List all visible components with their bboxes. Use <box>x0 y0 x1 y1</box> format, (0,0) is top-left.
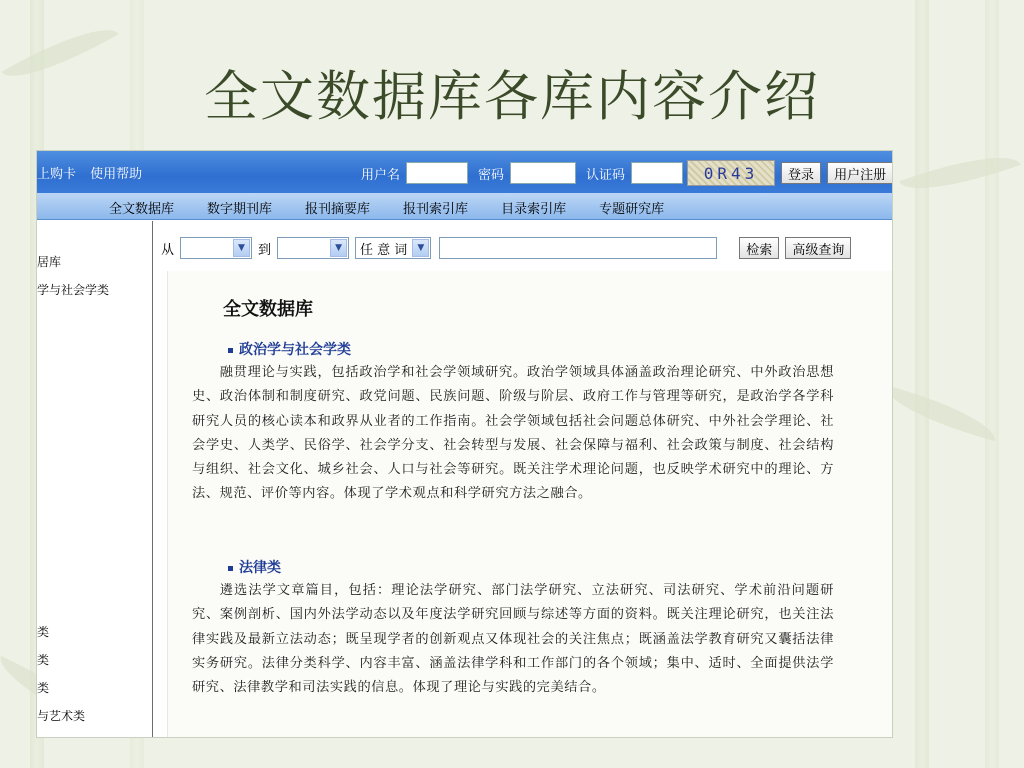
bullet-icon <box>228 348 233 353</box>
tab-index-db[interactable]: 报刊索引库 <box>403 202 469 217</box>
section-text-law: 遴选法学文章篇目，包括：理论法学研究、部门法学研究、立法研究、司法研究、学术前沿问题研究、案例剖析、国内外法学动态以及年度法学研究回顾与综述等方面的资料。既关注理论研究，也关注法律实践及最新立法动态；既呈现学者的创新观点又体现社会的关注焦点；既涵盖法学教育研究又囊括法律实务研究。法律分类科学、内容丰富、涵盖法律学科和工作部门的各个领域；集中、适时、全面提供法学研究、法律教学和司法实践的信息。体现了理论与实践的完美结合。 <box>192 583 834 696</box>
help-link[interactable]: 使用帮助 <box>90 167 143 182</box>
login-form <box>357 160 892 186</box>
to-year-select[interactable] <box>277 237 349 259</box>
username-input[interactable] <box>406 162 468 184</box>
section-title-politics <box>228 339 351 359</box>
advanced-search-button[interactable]: 高级查询 <box>785 237 851 259</box>
sidebar-item-db[interactable]: 居库 <box>37 255 62 269</box>
from-year-select[interactable] <box>180 237 252 259</box>
section-text-politics: 融贯理论与实践，包括政治学和社会学领域研究。政治学领域具体涵盖政治理论研究、中外政治思想史、政治体制和制度研究、政党问题、民族问题、阶级与阶层、政府工作与管理等研究，是政治学各学科研究人员的核心读本和政界从业者的工作指南。社会学领域包括社会问题总体研究、中外社会学理论、社会学史、人类学、民俗学、社会学分支、社会转型与发展、社会保障与福利、社会政策与制度、社会结构与组织、社会文化、城乡社会、人口与社会等研究。既关注学术理论问题，也反映学术研究中的理论、方法、规范、评价等内容。体现了学术观点和科学研究方法之融合。 <box>192 365 834 502</box>
password-label: 密码 <box>478 167 505 183</box>
section-title-law <box>228 557 281 577</box>
chevron-down-icon: ▼ <box>330 239 347 257</box>
section-title-text: 政治学与社会学类 <box>239 342 351 358</box>
search-bar <box>161 233 892 263</box>
tab-special-research-db[interactable]: 专题研究库 <box>599 202 665 217</box>
field-select-value: 任 意 词 <box>360 242 408 258</box>
sidebar-item-category-a[interactable]: 类 <box>37 625 50 639</box>
section-title-text: 法律类 <box>239 560 281 576</box>
content-panel <box>167 271 892 737</box>
sidebar-item-art[interactable]: 与艺术类 <box>37 709 86 723</box>
purchase-card-link[interactable]: 上购卡 <box>37 167 77 182</box>
tab-abstract-db[interactable]: 报刊摘要库 <box>305 202 371 217</box>
password-input[interactable] <box>510 162 576 184</box>
tab-fulltext-db[interactable]: 全文数据库 <box>109 202 175 217</box>
chevron-down-icon: ▼ <box>233 239 250 257</box>
keyword-input[interactable] <box>439 237 717 259</box>
slide-title: 全文数据库各库内容介绍 <box>204 65 820 128</box>
content-heading: 全文数据库 <box>223 299 313 320</box>
login-button[interactable]: 登录 <box>781 162 821 184</box>
chevron-down-icon: ▼ <box>412 239 429 257</box>
captcha-label: 认证码 <box>586 167 626 183</box>
sidebar-item-politics-sociology[interactable]: 学与社会学类 <box>37 283 110 297</box>
tab-catalog-index-db[interactable]: 目录索引库 <box>501 202 567 217</box>
category-sidebar <box>37 221 153 737</box>
username-label: 用户名 <box>361 167 401 183</box>
field-select[interactable] <box>355 237 431 259</box>
database-nav <box>37 193 892 220</box>
captcha-input[interactable] <box>631 162 683 184</box>
from-label: 从 <box>161 242 175 258</box>
top-links <box>37 163 152 182</box>
top-bar <box>37 151 892 193</box>
search-button[interactable]: 检索 <box>739 237 779 259</box>
captcha-image: 0R43 <box>687 160 775 186</box>
website-screenshot <box>37 151 892 737</box>
register-button[interactable]: 用户注册 <box>827 162 892 184</box>
bullet-icon <box>228 566 233 571</box>
sidebar-item-category-b[interactable]: 类 <box>37 653 50 667</box>
sidebar-item-category-c[interactable]: 类 <box>37 681 50 695</box>
to-label: 到 <box>258 242 272 258</box>
tab-digital-journal-db[interactable]: 数字期刊库 <box>207 202 273 217</box>
